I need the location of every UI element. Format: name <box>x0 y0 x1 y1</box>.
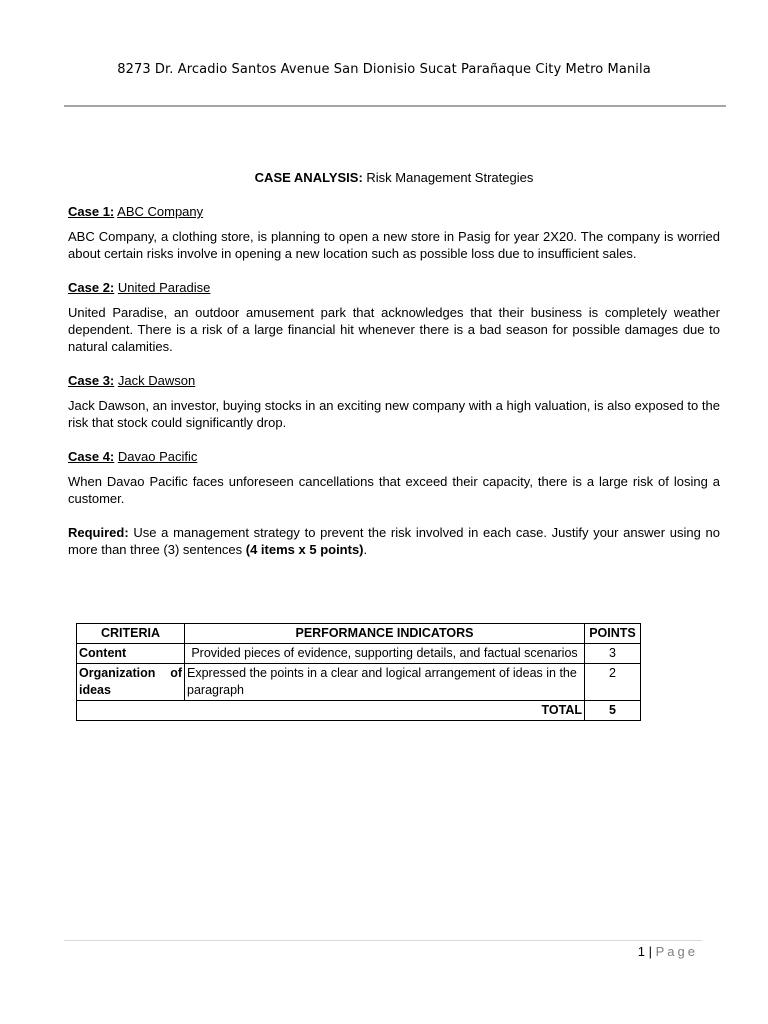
rubric-total-label: TOTAL <box>77 701 585 721</box>
case-4-label: Case 4: <box>68 449 115 464</box>
rubric-criteria-cell: Content <box>77 644 185 664</box>
required-end: . <box>363 542 368 557</box>
rubric-indicator-cell: Expressed the points in a clear and logical arrangement of ideas in the paragraph <box>185 664 585 701</box>
rubric-total-row <box>77 701 641 721</box>
case-2-text: United Paradise, an outdoor amusement park that acknowledges that their business is completely weather dependent. There is a risk of a large financial hit whenever there is a bad season for possible damages due to natural calamities. <box>68 305 720 354</box>
case-1-label: Case 1: <box>68 204 115 219</box>
rubric-header-indicators: PERFORMANCE INDICATORS <box>185 624 585 644</box>
header-address: 8273 Dr. Arcadio Santos Avenue San Dionisio Sucat Parañaque City Metro Manila <box>117 62 651 77</box>
rubric-header-criteria: CRITERIA <box>77 624 185 644</box>
table-row <box>77 664 641 701</box>
required-points: (4 items x 5 points) <box>245 542 364 557</box>
header-divider <box>64 105 726 107</box>
rubric-points-cell: 2 <box>585 664 641 701</box>
required-instructions <box>68 524 720 558</box>
rubric-header-points: POINTS <box>585 624 641 644</box>
case-3-heading <box>68 372 720 389</box>
page-number: 1 <box>637 944 646 959</box>
document-title <box>68 169 720 186</box>
case-1-text: ABC Company, a clothing store, is planning to open a new store in Pasig for year 2X20. The company is worried about certain risks involve in opening a new location such as possible loss due to insufficient sales. <box>68 229 720 261</box>
case-3-name: Jack Dawson <box>117 373 196 388</box>
table-row <box>77 644 641 664</box>
rubric-header-row <box>77 624 641 644</box>
case-3-text: Jack Dawson, an investor, buying stocks in an exciting new company with a high valuation, is also exposed to the risk that stock could significantly drop. <box>68 398 720 430</box>
rubric-indicator-cell: Provided pieces of evidence, supporting details, and factual scenarios <box>185 644 585 664</box>
page-separator: | <box>645 944 656 959</box>
rubric-points-cell: 3 <box>585 644 641 664</box>
case-4-name: Davao Pacific <box>117 449 198 464</box>
rubric-criteria-line-1: Organization of <box>79 666 182 680</box>
document-body <box>68 169 720 575</box>
rubric-criteria-line-2: ideas <box>79 683 111 697</box>
required-text: Use a management strategy to prevent the risk involved in each case. Justify your answer using no more than three (3) sentences <box>68 525 720 557</box>
rubric-criteria-cell <box>77 664 185 701</box>
case-4-heading <box>68 448 720 465</box>
rubric-total-points: 5 <box>585 701 641 721</box>
case-4-text: When Davao Pacific faces unforeseen cancellations that exceed their capacity, there is a large risk of losing a customer. <box>68 474 720 506</box>
rubric-table <box>76 623 641 721</box>
footer-divider <box>64 940 702 941</box>
title-rest: Risk Management Strategies <box>362 170 534 185</box>
case-1-heading <box>68 203 720 220</box>
case-2-label: Case 2: <box>68 280 115 295</box>
case-2-name: United Paradise <box>117 280 211 295</box>
page-footer <box>638 944 698 959</box>
case-1-name: ABC Company <box>117 204 204 219</box>
required-label: Required: <box>68 525 129 540</box>
case-3-label: Case 3: <box>68 373 115 388</box>
case-2-heading <box>68 279 720 296</box>
title-bold: CASE ANALYSIS: <box>254 170 363 185</box>
page-word: Page <box>655 944 698 959</box>
